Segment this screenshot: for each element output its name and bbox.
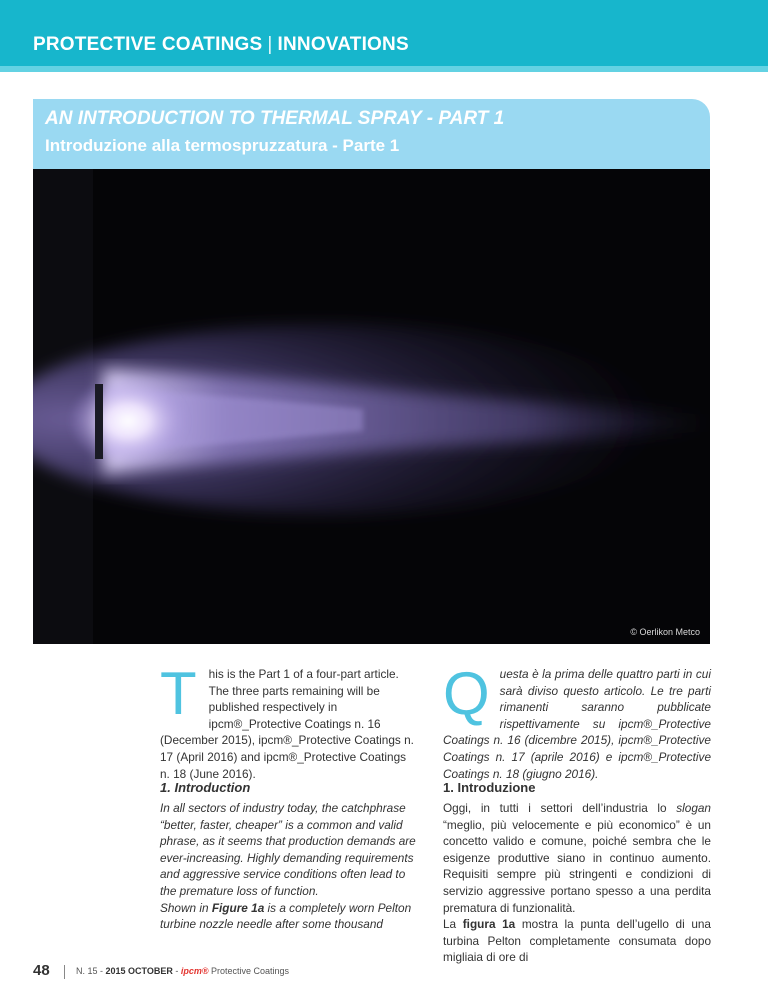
footer-dash: - xyxy=(172,966,181,976)
italian-figure-ref: figura 1a xyxy=(462,917,516,932)
english-p2-rest: is a completely worn Pelton turbine nozzle needle after some thousand xyxy=(160,900,412,932)
footer-info xyxy=(76,966,289,976)
italian-paragraph-2 xyxy=(443,916,711,966)
italian-paragraph-1 xyxy=(443,800,711,916)
footer-month: 2015 OCTOBER xyxy=(105,966,173,976)
italian-intro xyxy=(443,660,711,782)
english-intro-text: his is the Part 1 of a four-part article. The three parts remaining will be published respectively in ipcm®_Protective Coatings n. 16 (December 2015), ipcm®_Protective Coatings n. 17 (April 2016) and ipcm®_Protective Coatings n. 18 (June 2016). xyxy=(160,667,414,781)
english-intro xyxy=(160,660,416,782)
header-strip xyxy=(0,66,768,72)
italian-p2-rest: mostra la punta dell’ugello di una turbina Pelton completamente consumata dopo migliaia di ore di xyxy=(443,917,711,965)
english-paragraph-1: In all sectors of industry today, the catchphrase “better, faster, cheaper” is a common and valid phrase, as it seems that production demands are ever-increasing. Highly demanding requirements and aggressive service conditions often lead to the premature loss of function. xyxy=(160,801,416,898)
italian-drop-cap: Q xyxy=(443,660,490,727)
footer-divider xyxy=(64,965,65,979)
italian-p1-start: Oggi, in tutti i settori dell’industria lo xyxy=(443,801,677,815)
italian-section-heading: 1. Introduzione xyxy=(443,780,536,795)
plasma-jet-image xyxy=(33,169,710,644)
photo-credit: © Oerlikon Metco xyxy=(630,627,700,637)
english-paragraph-2 xyxy=(160,900,416,933)
italian-p2-start: La xyxy=(443,917,463,932)
english-drop-cap: T xyxy=(160,660,197,727)
italian-intro-text: uesta è la prima delle quattro parti in cui sarà diviso questo articolo. Le tre parti rimanenti saranno pubblicate rispettivamente su ipcm®_Protective Coatings n. 16 (dicembre 2015), ipcm®_Protective Coatings n. 17 (aprile 2016) e ipcm®_Protective Coatings n. 18 (giugno 2016). xyxy=(443,667,711,781)
footer-magazine: Protective Coatings xyxy=(208,966,290,976)
english-body xyxy=(160,800,416,933)
plasma-spray-photo xyxy=(33,169,710,644)
subsection-label: INNOVATIONS xyxy=(277,34,409,55)
italian-body xyxy=(443,800,711,966)
english-section-heading: 1. Introduction xyxy=(160,780,251,795)
italian-p1-rest: “meglio, più velocemente e più economico” è un concetto valido e comune, poiché sembra che le esigenze produttive siano in continuo aumento. Requisiti sempre più stringenti e condizioni di servizio aggressive portano spesso a una perdita prematura di funzionalità. xyxy=(443,817,711,915)
footer-issue: N. 15 - xyxy=(76,966,106,976)
english-figure-ref: Figure 1a xyxy=(211,900,265,915)
italian-slogan-term: slogan xyxy=(676,801,711,815)
article-title-english: AN INTRODUCTION TO THERMAL SPRAY - PART 1 xyxy=(45,108,505,129)
section-label: PROTECTIVE COATINGS xyxy=(33,34,263,55)
article-title-italian: Introduzione alla termospruzzatura - Parte 1 xyxy=(45,136,400,155)
section-title xyxy=(33,34,409,56)
section-separator: | xyxy=(267,34,273,55)
footer-brand: ipcm® xyxy=(180,966,209,976)
english-p2-start: Shown in xyxy=(160,900,212,915)
page-number: 48 xyxy=(33,962,50,979)
